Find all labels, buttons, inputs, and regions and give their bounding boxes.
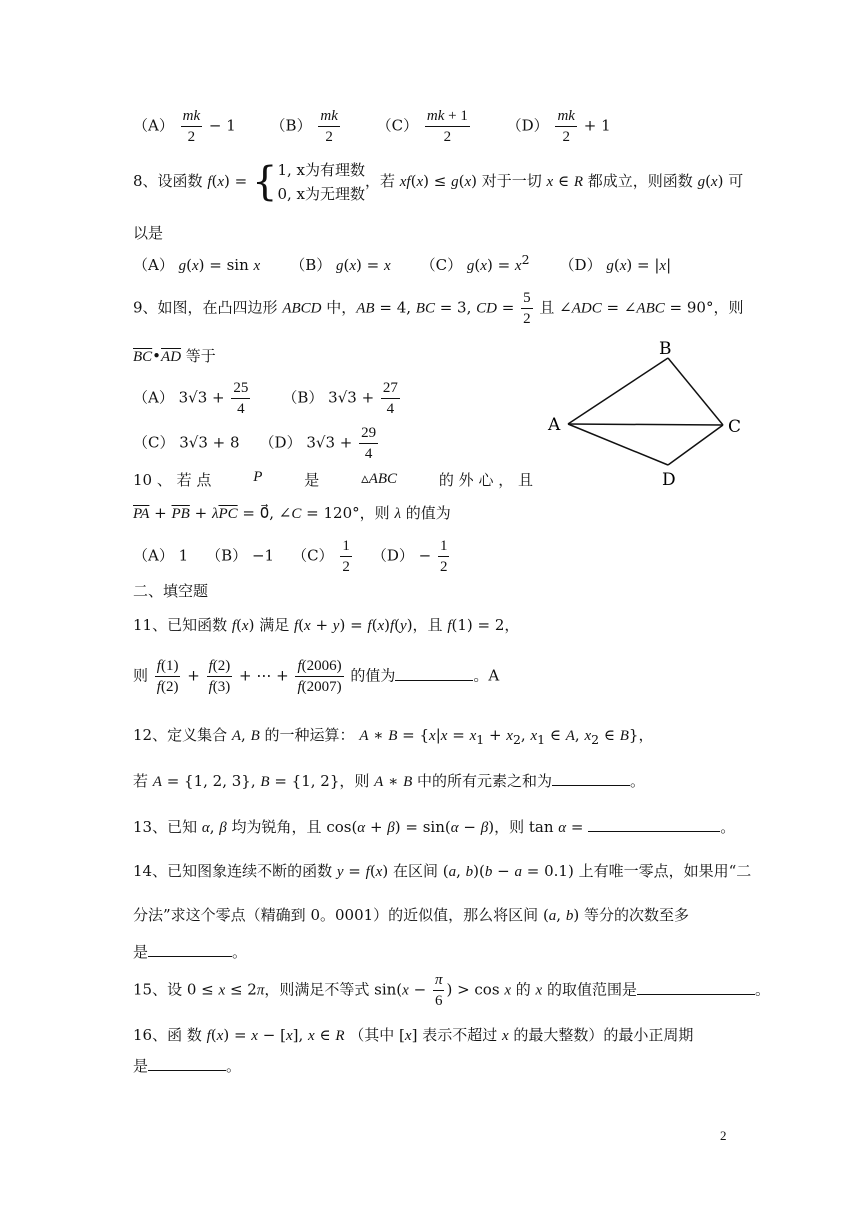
vertex-label-c: C (728, 417, 742, 437)
question-11-cont: 则 $\frac{f(1)}{f(2)}$ + $\frac{f(2)}{f(3)}$ + ⋯ + $\frac{f(2006)}{f(2007)}$ 的值为 。A (133, 658, 500, 695)
question-16-cont: 是 。 (133, 1057, 242, 1075)
vertex-label-a: A (548, 415, 561, 435)
question-9: 9、如图，在凸四边形 ABCD 中，AB = 4, BC = 3, CD = $\frac{5}{2}$ 且 ∠ADC = ∠ABC = 90°，则 (133, 290, 744, 327)
vertex-label-d: D (662, 470, 676, 490)
question-11: 11、已知函数 f(x) 满足 f(x + y) = f(x)f(y)，且 f(1) = 2， (133, 616, 520, 634)
vertex-label-b: B (659, 339, 672, 359)
question-10-cont: $\overline{PA} + \overline{PB} + \lambda\overline{PC}$ = 0⃗, ∠C = 120°，则 λ 的值为 (133, 504, 451, 522)
q9-options-ab: （A） 3√3 + $\frac{25}{4}$ （B） 3√3 + $\frac{27}{4}$ (133, 380, 398, 417)
question-9-cont: $\overline{BC}•\overline{AD}$ 等于 (133, 347, 216, 365)
q7-options: （A） $\frac{mk}{2}$ − 1 （B） $\frac{mk}{2}$ （C） $\frac{mk + 1}{2}$ （D） $\frac{mk}{2}$ + 1 (133, 108, 611, 145)
question-12-cont: 若 A = {1, 2, 3}, B = {1, 2}，则 A ∗ B 中的所有元素之和为 。 (133, 772, 646, 790)
section-heading: 二、填空题 (133, 582, 209, 600)
q8-options: （A） g(x) = sin x （B） g(x) = x （C） $g(x) = x^2$ （D） g(x) = |x| (133, 252, 672, 274)
question-14: 14、已知图象连续不断的函数 y = f(x) 在区间 (a, b)(b − a = 0.1) 上有唯一零点，如果用“二 (133, 862, 752, 880)
question-8-cont: 以是 (133, 224, 164, 242)
question-15: 15、设 0 ≤ x ≤ 2π，则满足不等式 sin(x − $\frac{\pi}{6}$ ) > cos x 的 x 的取值范围是 。 (133, 972, 770, 1009)
question-14-cont: 分法”求这个零点（精确到 0。0001）的近似值，那么将区间 (a, b) 等分的次数至多 (133, 906, 689, 924)
question-13: 13、已知 α, β 均为锐角，且 cos(α + β) = sin(α − β)，则 tan α = 。 (133, 818, 736, 836)
question-12: 12、定义集合 A, B 的一种运算： A ∗ $B = \{x|x = x_1 + x_2$, $x_1$ ∈ A, $x_2$ ∈ B}， (133, 726, 654, 747)
question-14-cont2: 是 。 (133, 943, 248, 961)
q9-options-cd: （C） 3√3 + 8 （D） 3√3 + $\frac{29}{4}$ (133, 425, 377, 462)
quadrilateral-figure (540, 335, 750, 495)
page-number: 2 (720, 1128, 727, 1143)
q10-options: （A） 1 （B） −1 （C） $\frac{1}{2}$ （D） − $\frac{1}{2}$ (133, 538, 448, 575)
question-8: 8、设函数 f(x) = {1, x为有理数 0, x为无理数，若 xf(x) ≤ g(x) 对于一切 x ∈ R 都成立，则函数 g(x) 可 (133, 159, 744, 205)
question-16: 16、函 数 f(x) = x − [x], x ∈ R （其中 [x] 表示不超过 x 的最大整数）的最小正周期 (133, 1026, 694, 1044)
question-10: 10 、 若 点 P 是 ▵ABC 的 外 心 ， 且 (133, 469, 533, 489)
